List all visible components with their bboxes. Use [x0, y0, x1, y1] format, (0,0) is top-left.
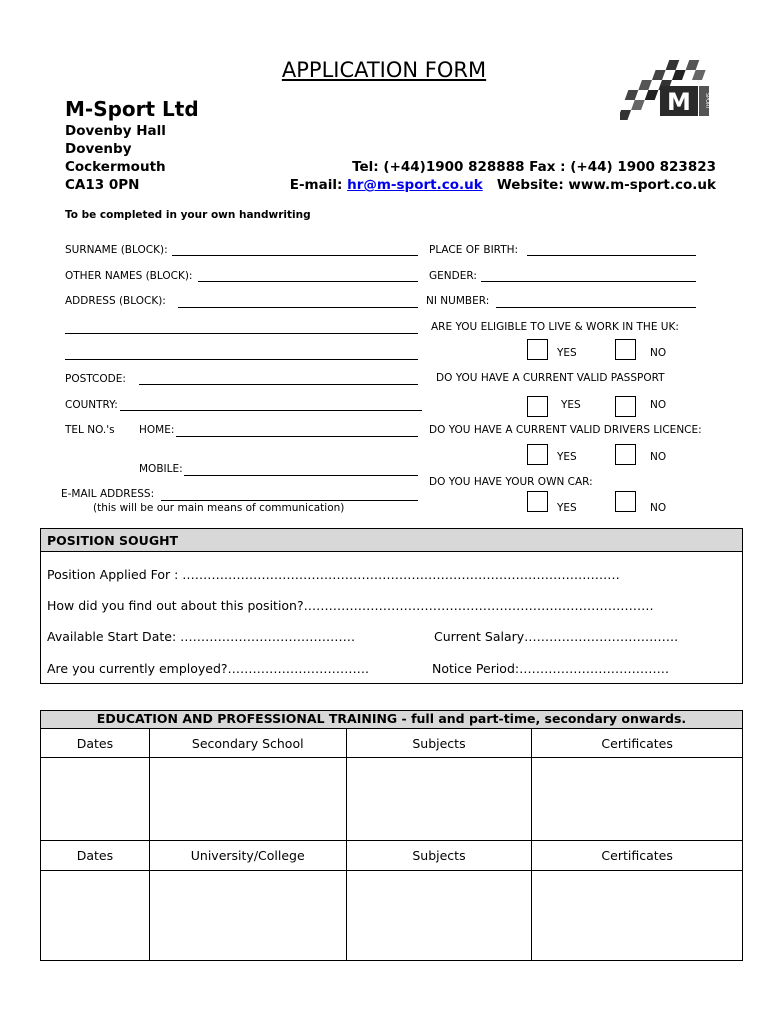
education-table	[40, 728, 743, 961]
other-names-label: OTHER NAMES (BLOCK):	[65, 270, 193, 282]
country-label: COUNTRY:	[65, 399, 118, 411]
gender-field[interactable]	[481, 281, 696, 282]
postcode-field[interactable]	[139, 384, 418, 385]
certificates-cell[interactable]	[532, 758, 743, 841]
dates-cell[interactable]	[41, 758, 150, 841]
secondary-school-cell[interactable]	[149, 758, 346, 841]
tel-label: TEL NO.'s	[65, 424, 115, 436]
education-heading: EDUCATION AND PROFESSIONAL TRAINING - full and part-time, secondary onwards.	[40, 710, 743, 728]
university-college-cell[interactable]	[149, 871, 346, 961]
education-entry-row-2	[41, 871, 743, 961]
address-label: ADDRESS (BLOCK):	[65, 295, 166, 307]
notice-period[interactable]: Notice Period:………………………………	[432, 661, 670, 676]
current-salary[interactable]: Current Salary……………………………….	[434, 629, 679, 644]
place-of-birth-field[interactable]	[527, 255, 696, 256]
surname-field[interactable]	[172, 255, 418, 256]
car-label: DO YOU HAVE YOUR OWN CAR:	[429, 476, 593, 488]
eligible-yes-checkbox[interactable]	[527, 339, 548, 360]
address-line-2: Dovenby	[65, 141, 132, 157]
email-website	[290, 177, 716, 193]
website: Website: www.m-sport.co.uk	[482, 177, 716, 193]
university-college-header: University/College	[149, 841, 346, 871]
car-yes-label: YES	[557, 502, 577, 514]
position-sought-heading: POSITION SOUGHT	[41, 529, 742, 552]
subjects-header: Subjects	[346, 841, 532, 871]
passport-no-label: NO	[650, 399, 667, 411]
email-note: (this will be our main means of communication)	[93, 502, 345, 514]
certificates-cell[interactable]	[532, 871, 743, 961]
dates-cell[interactable]	[41, 871, 150, 961]
licence-no-checkbox[interactable]	[615, 444, 636, 465]
gender-label: GENDER:	[429, 270, 477, 282]
car-yes-checkbox[interactable]	[527, 491, 548, 512]
address-line-1: Dovenby Hall	[65, 123, 166, 139]
ni-number-label: NI NUMBER:	[426, 295, 490, 307]
email-address-label: E-MAIL ADDRESS:	[61, 488, 155, 500]
subjects-header: Subjects	[346, 729, 532, 758]
licence-label: DO YOU HAVE A CURRENT VALID DRIVERS LICENCE:	[429, 424, 702, 436]
email-link[interactable]: hr@m-sport.co.uk	[347, 177, 483, 193]
svg-text:SPORT: SPORT	[704, 92, 710, 110]
secondary-school-header: Secondary School	[149, 729, 346, 758]
passport-yes-checkbox[interactable]	[527, 396, 548, 417]
other-names-field[interactable]	[198, 281, 418, 282]
available-start-date[interactable]: Available Start Date: ……………………………………	[47, 629, 356, 644]
passport-label: DO YOU HAVE A CURRENT VALID PASSPORT	[436, 372, 665, 384]
certificates-header: Certificates	[532, 729, 743, 758]
education-entry-row-1	[41, 758, 743, 841]
eligible-yes-label: YES	[557, 347, 577, 359]
eligible-no-checkbox[interactable]	[615, 339, 636, 360]
address-line-4: CA13 0PN	[65, 177, 140, 193]
certificates-header: Certificates	[532, 841, 743, 871]
licence-yes-checkbox[interactable]	[527, 444, 548, 465]
address-line-3: Cockermouth	[65, 159, 166, 175]
tel-fax: Tel: (+44)1900 828888 Fax : (+44) 1900 823823	[352, 159, 716, 175]
form-title: APPLICATION FORM	[281, 58, 487, 82]
passport-yes-label: YES	[561, 399, 581, 411]
country-field[interactable]	[120, 410, 422, 411]
position-sought-section	[40, 528, 743, 684]
ni-number-field[interactable]	[496, 307, 696, 308]
email-label: E-mail:	[289, 177, 348, 193]
currently-employed[interactable]: Are you currently employed?…………………………….	[47, 661, 370, 676]
subjects-cell[interactable]	[346, 871, 532, 961]
eligible-no-label: NO	[650, 347, 667, 359]
position-applied-for[interactable]: Position Applied For : ……………………………………………………………………………………………	[47, 567, 620, 582]
svg-text:M: M	[667, 88, 691, 116]
address-field-3[interactable]	[65, 359, 418, 360]
instruction-text: To be completed in your own handwriting	[65, 209, 311, 221]
licence-yes-label: YES	[557, 451, 577, 463]
car-no-label: NO	[650, 502, 667, 514]
surname-label: SURNAME (BLOCK):	[65, 244, 168, 256]
address-field-1[interactable]	[178, 307, 418, 308]
car-no-checkbox[interactable]	[615, 491, 636, 512]
eligible-label: ARE YOU ELIGIBLE TO LIVE & WORK IN THE UK:	[431, 321, 679, 333]
company-name: M-Sport Ltd	[65, 97, 199, 121]
place-of-birth-label: PLACE OF BIRTH:	[429, 244, 519, 256]
email-address-field[interactable]	[161, 500, 418, 501]
dates-header: Dates	[41, 729, 150, 758]
dates-header: Dates	[41, 841, 150, 871]
mobile-label: MOBILE:	[139, 463, 183, 475]
home-phone-field[interactable]	[176, 436, 418, 437]
subjects-cell[interactable]	[346, 758, 532, 841]
find-out-about-position[interactable]: How did you find out about this position?…………………………………………………………………………	[47, 598, 654, 613]
education-header-row-2	[41, 841, 743, 871]
education-section	[40, 710, 743, 961]
passport-no-checkbox[interactable]	[615, 396, 636, 417]
home-label: HOME:	[139, 424, 175, 436]
mobile-field[interactable]	[184, 475, 418, 476]
msport-logo-icon	[620, 58, 714, 136]
licence-no-label: NO	[650, 451, 667, 463]
address-field-2[interactable]	[65, 333, 418, 334]
education-header-row-1	[41, 729, 743, 758]
postcode-label: POSTCODE:	[65, 373, 126, 385]
